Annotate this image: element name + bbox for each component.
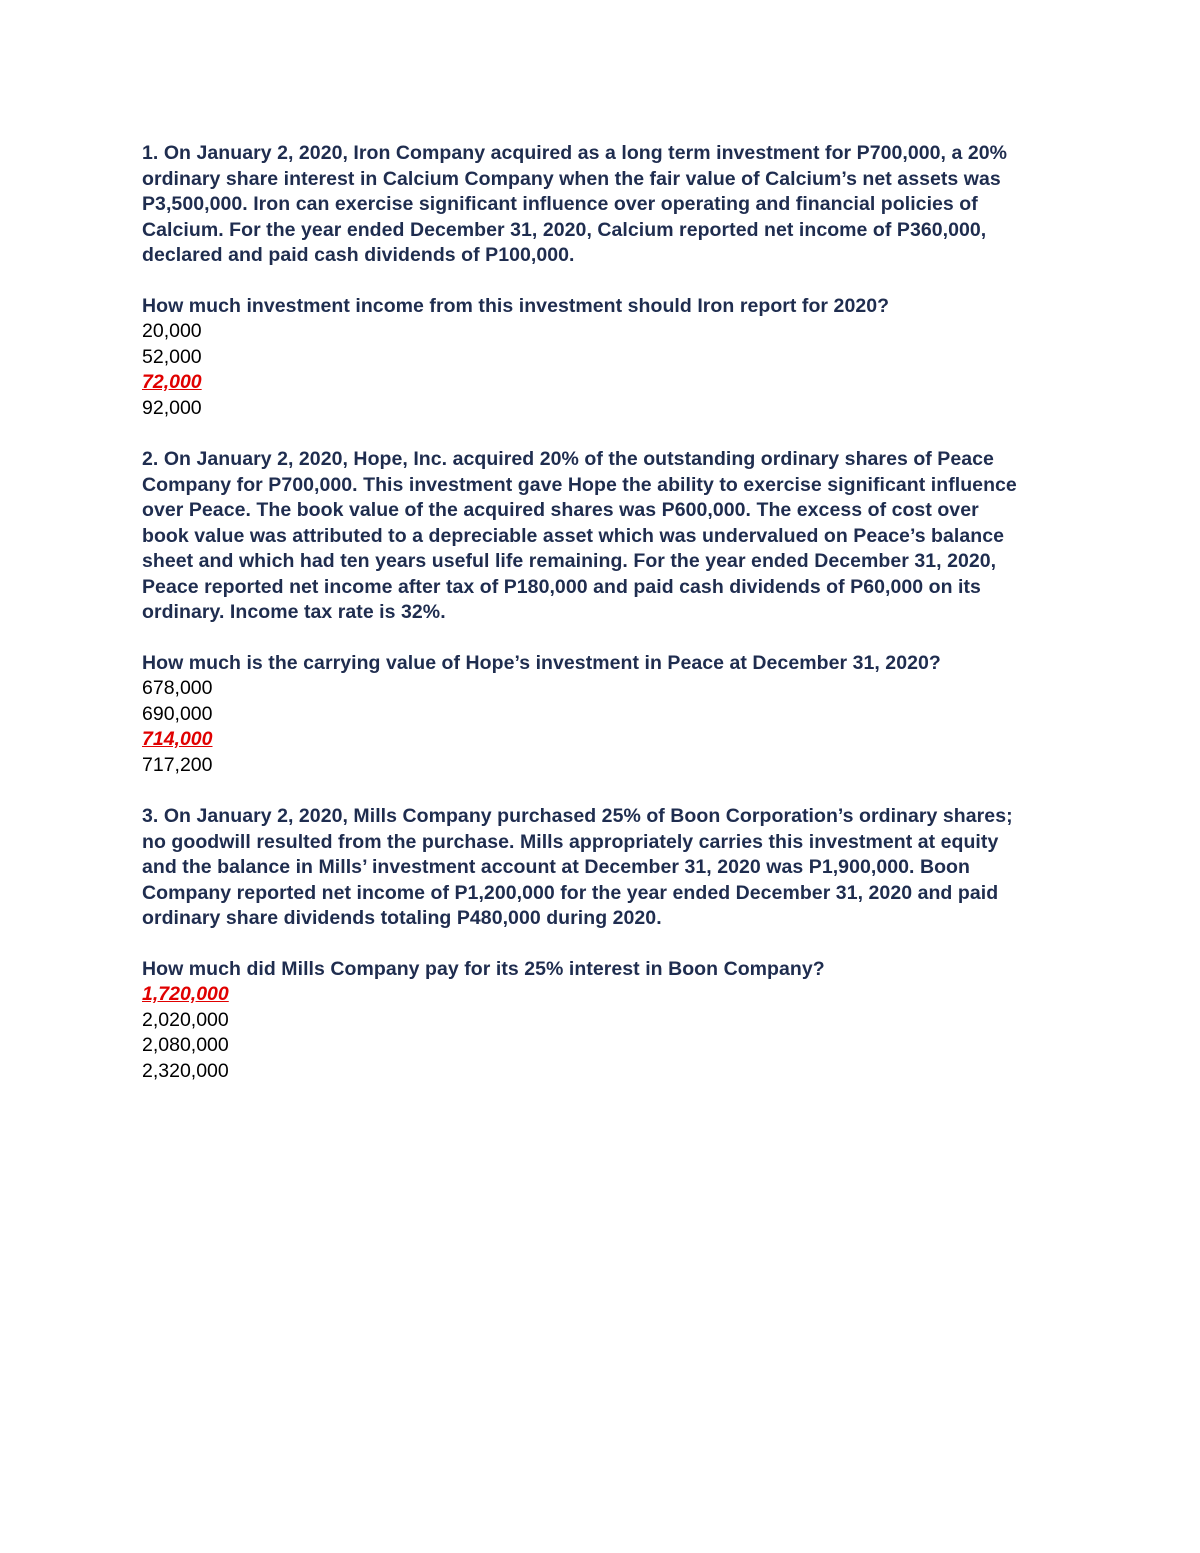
answer-choice: 52,000 [142,345,202,368]
answer-choice: 717,200 [142,753,213,776]
question-stem [142,447,1082,626]
answer-choice: 2,020,000 [142,1008,229,1031]
answer-choice: 678,000 [142,677,213,699]
correct-answer-choice: 1,720,000 [142,983,229,1005]
question-stem [142,804,1082,932]
answer-choices [142,319,1082,421]
question-2 [142,447,1082,778]
prompt-line: How much is the carrying value of Hope’s investment in Peace at December 31, 2020? [142,651,941,674]
answer-choice: 690,000 [142,702,213,725]
answer-choice: 2,080,000 [142,1034,229,1056]
stem-line: 3. On January 2, 2020, Mills Company purchased 25% of Boon Corporation’s ordinary shares; [142,805,1013,827]
question-prompt [142,651,1082,677]
answer-choice: 20,000 [142,320,202,342]
stem-line: 2. On January 2, 2020, Hope, Inc. acquired 20% of the outstanding ordinary shares of Peace [142,448,994,470]
stem-line: Company for P700,000. This investment gave Hope the ability to exercise significant influence [142,473,1017,496]
document-page [142,141,1082,1110]
stem-line: ordinary share interest in Calcium Company when the fair value of Calcium’s net assets was [142,167,1001,190]
stem-line: and the balance in Mills’ investment account at December 31, 2020 was P1,900,000. Boon [142,856,970,878]
stem-line: declared and paid cash dividends of P100,000. [142,244,575,266]
question-3 [142,804,1082,1084]
stem-line: ordinary share dividends totaling P480,000 during 2020. [142,907,662,929]
question-1 [142,141,1082,421]
stem-line: Peace reported net income after tax of P180,000 and paid cash dividends of P60,000 on its [142,575,981,598]
answer-choices [142,982,1082,1084]
stem-line: P3,500,000. Iron can exercise significant influence over operating and financial policies of [142,193,978,215]
stem-line: ordinary. Income tax rate is 32%. [142,601,446,623]
stem-line: no goodwill resulted from the purchase. Mills appropriately carries this investment at equity [142,830,999,853]
prompt-line: How much did Mills Company pay for its 25% interest in Boon Company? [142,957,825,980]
stem-line: over Peace. The book value of the acquired shares was P600,000. The excess of cost over [142,499,979,521]
stem-line: Company reported net income of P1,200,000 for the year ended December 31, 2020 and paid [142,881,999,904]
correct-answer-choice: 72,000 [142,371,202,393]
stem-line: sheet and which had ten years useful life remaining. For the year ended December 31, 2020, [142,550,997,572]
prompt-line: How much investment income from this investment should Iron report for 2020? [142,294,890,317]
answer-choices [142,676,1082,778]
question-prompt [142,957,1082,983]
correct-answer-choice: 714,000 [142,728,213,750]
stem-line: book value was attributed to a depreciable asset which was undervalued on Peace’s balance [142,524,1005,547]
stem-line: 1. On January 2, 2020, Iron Company acquired as a long term investment for P700,000, a 20% [142,142,1008,164]
question-stem [142,141,1082,269]
answer-choice: 2,320,000 [142,1059,229,1082]
stem-line: Calcium. For the year ended December 31, 2020, Calcium reported net income of P360,000, [142,218,987,241]
question-prompt [142,294,1082,320]
answer-choice: 92,000 [142,396,202,419]
